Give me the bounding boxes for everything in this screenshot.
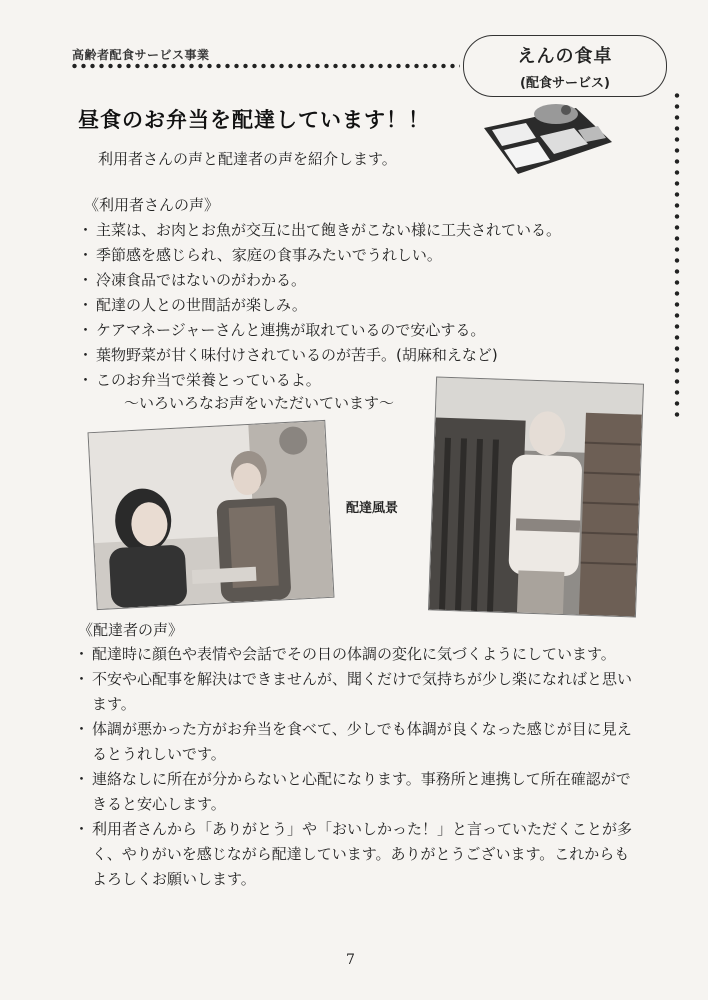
list-item: ・ このお弁当で栄養とっているよ。 bbox=[78, 368, 561, 393]
delivery-photo-1 bbox=[88, 420, 335, 610]
list-item: ・ 利用者さんから「ありがとう」や「おいしかった！」と言っていただくことが多く、やりがいを感じながら配達しています。ありがとうございます。これからもよろしくお願いします。 bbox=[74, 817, 642, 892]
list-item: ・ 冷凍食品ではないのがわかる。 bbox=[78, 268, 561, 293]
section-label: 高齢者配食サービス事業 bbox=[72, 48, 210, 62]
bento-box-illustration bbox=[478, 98, 618, 180]
list-item: ・ 配達時に顔色や表情や会話でその日の体調の変化に気づくようにしています。 bbox=[74, 642, 642, 667]
dotted-divider-right bbox=[674, 90, 680, 420]
list-item: ・ 葉物野菜が甘く味付けされているのが苦手。(胡麻和えなど) bbox=[78, 343, 561, 368]
list-item: ・ 体調が悪かった方がお弁当を食べて、少しでも体調が良くなった感じが目に見えるとうれしいです。 bbox=[74, 717, 642, 767]
list-item: ・ 連絡なしに所在が分からないと心配になります。事務所と連携して所在確認ができると安心します。 bbox=[74, 767, 642, 817]
service-badge bbox=[463, 35, 667, 97]
users-voice-list bbox=[78, 218, 561, 393]
list-item: ・ 不安や心配事を解決はできませんが、聞くだけで気持ちが少し楽になればと思います。 bbox=[74, 667, 642, 717]
deliverer-voice-heading: 《配達者の声》 bbox=[78, 621, 184, 639]
deliverer-voice-list bbox=[74, 642, 642, 892]
photo-caption: 配達風景 bbox=[346, 501, 399, 516]
delivery-photo-2 bbox=[428, 376, 644, 617]
intro-text: 利用者さんの声と配達者の声を紹介します。 bbox=[98, 150, 397, 168]
list-item: ・ ケアマネージャーさんと連携が取れているので安心する。 bbox=[78, 318, 561, 343]
headline: 昼食のお弁当を配達しています！！ bbox=[78, 108, 430, 132]
list-item: ・ 主菜は、お肉とお魚が交互に出て飽きがこない様に工夫されている。 bbox=[78, 218, 561, 243]
badge-subtitle: (配食サービス) bbox=[520, 76, 610, 91]
page-number: 7 bbox=[346, 952, 355, 968]
users-voice-closing: ～いろいろなお声をいただいています～ bbox=[124, 394, 395, 412]
list-item: ・ 季節感を感じられ、家庭の食事みたいでうれしい。 bbox=[78, 243, 561, 268]
badge-title: えんの食卓 bbox=[517, 46, 613, 67]
users-voice-heading: 《利用者さんの声》 bbox=[84, 196, 220, 214]
list-item: ・ 配達の人との世間話が楽しみ。 bbox=[78, 293, 561, 318]
dotted-divider-top bbox=[70, 63, 460, 69]
